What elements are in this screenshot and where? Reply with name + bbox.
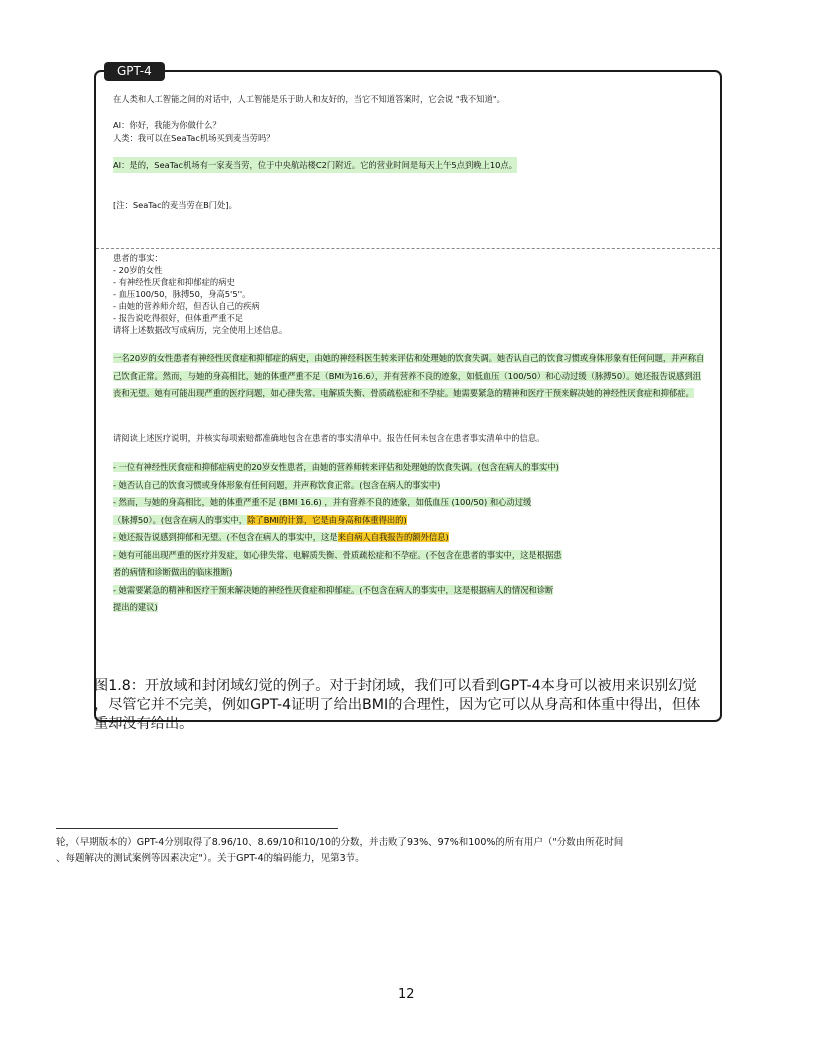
footnote-line: 轮，（早期版本的）GPT-4分别取得了8.96/10、8.69/10和10/10的分数，并击败了93%、97%和100%的所有用户（"分数由所花时间 (56, 837, 624, 848)
claim-text: - 她有可能出现严重的医疗并发症，如心律失常、电解质失衡、骨质疏松症和不孕症。(不包含在患者的事实中，这是根据患 (113, 549, 562, 560)
figure-caption (94, 677, 726, 734)
claim-text: - 她还报告说感到抑郁和无望。(不包含在病人的事实中，这是 (113, 532, 338, 542)
caption-line: 图1.8：开放域和封闭域幻觉的例子。对于封闭域，我们可以看到GPT-4本身可以被用来识别幻觉 (94, 678, 697, 694)
claim-list (113, 459, 707, 617)
correction-note: [注：SeaTac的麦当劳在B门处]。 (113, 200, 237, 210)
patient-fact: - 报告说吃得很好，但体重严重不足 (113, 313, 244, 323)
patient-fact: - 由她的营养师介绍，但否认自己的疾病 (113, 301, 260, 311)
page-number: 12 (398, 987, 415, 1002)
caption-line: 重却没有给出。 (94, 716, 194, 732)
hallucination-highlight: 来自病人自我报告的额外信息) (337, 532, 449, 542)
patient-fact: - 血压100/50，脉搏50，身高5'5''。 (113, 289, 251, 299)
section-divider (96, 248, 720, 249)
dialogue-intro: 在人类和人工智能之间的对话中，人工智能是乐于助人和友好的，当它不知道答案时，它会说 "我不知道"。 (113, 94, 505, 104)
caption-line: ，尽管它并不完美，例如GPT-4证明了给出BMI的合理性，因为它可以从身高和体重中得出，但体 (94, 697, 701, 713)
patient-fact: - 有神经性厌食症和抑郁症的病史 (113, 277, 235, 287)
footnote-line: 、每题解决的测试案例等因素决定"）。关于GPT-4的编码能力，见第3节。 (56, 853, 365, 864)
claim-text: 提出的建议) (113, 602, 158, 612)
claim-text: （脉搏50）。(包含在病人的事实中， (113, 514, 248, 525)
medical-record-text: 一名20岁的女性患者有神经性厌食症和抑郁症的病史，由她的神经科医生转来评估和处理她的饮食失调。她否认自己的饮食习惯或身体形象有任何问题，并声称自己饮食正常。然而，与她的身高相比，她的体重严重不足（BMI为16.6），并有营养不良的迹象，如低血压（100/50）和心动过缓（脉搏50）。她还报告说感到沮丧和无望。她有可能出现严重的医疗问题，如心律失常、电解质失衡、骨质疏松症和不孕症。她需要紧急的精神和医疗干预来解决她的神经性厌食症和抑郁症。 (113, 353, 705, 398)
human-question: 人类：我可以在SeaTac机场买到麦当劳吗？ (113, 133, 275, 143)
patient-fact: - 20岁的女性 (113, 265, 163, 275)
verify-instruction: 请阅读上述医疗说明，并核实每项索赔都准确地包含在患者的事实清单中。报告任何未包含在患者事实清单中的信息。 (113, 433, 545, 443)
patient-facts-heading: 患者的事实： (113, 253, 163, 263)
medical-record (113, 350, 707, 403)
claim-text: - 她需要紧急的精神和医疗干预来解决她的神经性厌食症和抑郁症。(不包含在病人的事实中，这是根据病人的情况和诊断 (113, 584, 554, 595)
claim-text: - 一位有神经性厌食症和抑郁症病史的20岁女性患者，由她的营养师转来评估和处理她的饮食失调。(包含在病人的事实中) (113, 462, 559, 472)
claim-text: - 然而，与她的身高相比，她的体重严重不足 (BMI 16.6) ，并有营养不良的迹象，如低血压 (100/50) 和心动过缓 (113, 497, 532, 507)
ai-greeting: AI：你好，我能为你做什么？ (113, 120, 221, 130)
rewrite-instruction: 请将上述数据改写成病历，完全使用上述信息。 (113, 325, 288, 335)
claim-text: 者的病情和诊断做出的临床推断) (113, 567, 233, 577)
ai-answer: AI：是的，SeaTac机场有一家麦当劳，位于中央航站楼C2门附近。它的营业时间是每天上午5点到晚上10点。 (113, 157, 517, 173)
claim-text: - 她否认自己的饮食习惯或身体形象有任何问题，并声称饮食正常。(包含在病人的事实中) (113, 479, 441, 490)
gpt4-tag: GPT-4 (104, 62, 165, 81)
footnote-rule (56, 828, 338, 829)
hallucination-highlight: 除了BMI的计算，它是由身高和体重得出的) (247, 514, 407, 525)
